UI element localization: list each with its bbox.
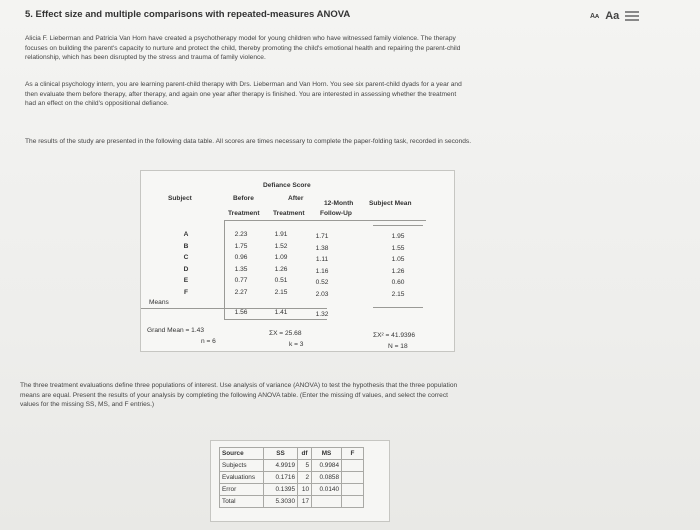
subject-cell: B	[183, 242, 189, 250]
menu-bars-icon[interactable]	[625, 11, 639, 21]
anova-ms[interactable]: 0.0140	[312, 484, 342, 496]
values-left-rule	[224, 220, 225, 319]
after-cell: 1.09	[274, 254, 288, 261]
anova-row-evaluations	[220, 472, 364, 484]
subject-cell: C	[183, 254, 189, 261]
anova-row-error	[220, 484, 364, 496]
anova-row-subjects	[220, 460, 364, 472]
anova-ss[interactable]: 5.3030	[264, 496, 298, 508]
intro-paragraph	[25, 34, 665, 63]
after-cell: 1.52	[274, 242, 288, 250]
instructions-line: The three treatment evaluations define three populations of interest. Use analysis of variance (ANOVA) to test the hypothesis that the three population	[20, 382, 458, 389]
after-header: After	[288, 195, 304, 202]
font-size-controls	[590, 10, 639, 22]
anova-source: Total	[220, 496, 264, 508]
scenario-line: had an effect on the child's oppositional defiance.	[25, 100, 169, 108]
subject-mean-cell: 1.95	[391, 233, 405, 240]
N-label: N = 18	[388, 343, 408, 350]
anova-df[interactable]: 5	[298, 460, 312, 472]
followup-header-2: Follow-Up	[320, 210, 352, 217]
treatment-header-2: Treatment	[273, 210, 305, 217]
scenario-line: As a clinical psychology intern, you are learning parent-child therapy with Drs. Lieberman and Van Horn. You see six parent-child dyads for a year and	[25, 81, 462, 88]
mean-before: 1.56	[234, 309, 248, 316]
instructions-paragraph	[20, 381, 670, 410]
subject-mean-cell: 1.05	[391, 256, 405, 263]
k-label: k = 3	[289, 341, 304, 348]
before-cell: 1.75	[234, 242, 248, 250]
df-header: df	[298, 448, 312, 460]
after-cell: 2.15	[274, 288, 288, 296]
anova-f[interactable]	[342, 472, 364, 484]
anova-df[interactable]: 2	[298, 472, 312, 484]
source-header: Source	[220, 448, 264, 460]
data-table-card	[140, 170, 455, 352]
results-paragraph: The results of the study are presented in the following data table. All scores are times necessary to complete the paper-folding task, recorded in seconds.	[25, 138, 472, 145]
increase-font-button[interactable]: Aa	[605, 10, 620, 22]
grand-mean: Grand Mean = 1.43	[147, 327, 204, 334]
subject-cell: A	[183, 231, 189, 238]
scenario-line: then evaluate them before therapy, after therapy, and again one year after therapy is finished. You are interested in assessing whether the treatment	[25, 90, 457, 98]
sum-x-squared: ΣX² = 41.9396	[373, 332, 416, 339]
anova-table	[219, 447, 364, 508]
after-cell: 1.91	[274, 231, 288, 238]
subject-header: Subject	[168, 195, 192, 202]
anova-ss[interactable]: 0.1716	[264, 472, 298, 484]
ss-header: SS	[264, 448, 298, 460]
subject-mean-cell: 0.60	[391, 279, 405, 286]
anova-source: Subjects	[220, 460, 264, 472]
anova-source: Evaluations	[220, 472, 264, 484]
subject-cell: D	[183, 265, 189, 273]
means-bottom-rule	[224, 319, 327, 320]
followup-cell: 1.16	[315, 267, 329, 275]
means-label: Means	[149, 299, 169, 306]
question-title: 5. Effect size and multiple comparisons with repeated-measures ANOVA	[25, 9, 351, 20]
anova-ms[interactable]: 0.9984	[312, 460, 342, 472]
header-rule	[224, 220, 426, 221]
before-cell: 2.27	[234, 288, 248, 296]
scenario-paragraph	[25, 80, 665, 109]
anova-header-row	[220, 448, 364, 460]
subject-mean-cell: 2.15	[391, 290, 405, 298]
anova-f	[342, 496, 364, 508]
anova-ms	[312, 496, 342, 508]
n-label: n = 6	[201, 338, 216, 345]
group-header: Defiance Score	[263, 182, 311, 189]
anova-source: Error	[220, 484, 264, 496]
mean-after: 1.41	[274, 309, 288, 316]
anova-df[interactable]: 10	[298, 484, 312, 496]
before-cell: 2.23	[234, 231, 248, 238]
subject-mean-cell: 1.26	[391, 267, 405, 275]
followup-cell: 2.03	[315, 290, 329, 298]
subject-cell: F	[183, 288, 189, 296]
anova-df[interactable]: 17	[298, 496, 312, 508]
instructions-line: values for the missing SS, MS, and F entries.)	[20, 401, 155, 409]
ms-header: MS	[312, 448, 342, 460]
treatment-header-1: Treatment	[228, 210, 260, 217]
anova-f	[342, 484, 364, 496]
intro-line: Alicia F. Lieberman and Patricia Van Horn have created a psychotherapy model for young children who have witnessed family violence. The therapy	[25, 35, 456, 42]
before-cell: 0.77	[234, 277, 248, 284]
followup-header: 12-Month	[324, 200, 354, 207]
anova-ss[interactable]: 0.1395	[264, 484, 298, 496]
followup-cell: 1.11	[315, 256, 329, 263]
sum-x: ΣX = 25.68	[269, 330, 302, 337]
subject-mean-cell: 1.55	[391, 244, 405, 252]
before-header: Before	[233, 195, 254, 202]
after-cell: 0.51	[274, 277, 288, 284]
intro-line: focuses on building the parent's capacity to nurture and protect the child, thereby promoting the child's emotional health and repairing the parent-child	[25, 44, 461, 52]
anova-f[interactable]	[342, 460, 364, 472]
intro-line: relationship, which has been disrupted by the stress and trauma of family violence.	[25, 54, 266, 62]
anova-ss[interactable]: 4.9919	[264, 460, 298, 472]
after-cell: 1.26	[274, 265, 288, 273]
before-cell: 1.35	[234, 265, 248, 273]
followup-cell: 1.38	[315, 244, 329, 252]
anova-table-card	[210, 440, 390, 522]
anova-ms[interactable]: 0.0858	[312, 472, 342, 484]
mean-followup: 1.32	[315, 311, 329, 318]
before-cell: 0.96	[234, 254, 248, 261]
anova-row-total	[220, 496, 364, 508]
instructions-line: means are equal. Present the results of your analysis by completing the following ANOVA table. (Enter the missing df values, and select the correct	[20, 391, 448, 399]
followup-cell: 1.71	[315, 233, 329, 240]
subject-cell: E	[183, 277, 189, 284]
f-header: F	[342, 448, 364, 460]
decrease-font-button[interactable]: Aᴀ	[590, 12, 600, 20]
subject-mean-header: Subject Mean	[369, 200, 412, 207]
followup-cell: 0.52	[315, 279, 329, 286]
